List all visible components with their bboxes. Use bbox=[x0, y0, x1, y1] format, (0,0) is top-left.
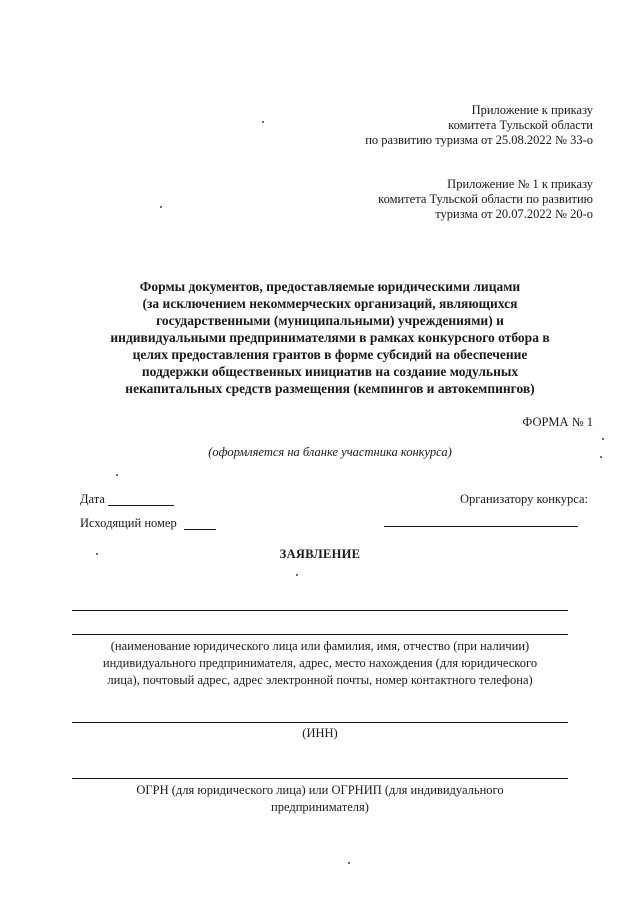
document-title-line: государственными (муниципальными) учреждениями) и bbox=[156, 313, 504, 328]
applicant-caption-line: лица), почтовый адрес, адрес электронной почты, номер контактного телефона) bbox=[107, 673, 533, 687]
outgoing-number-label: Исходящий номер bbox=[80, 516, 177, 530]
inn-caption: (ИНН) bbox=[302, 726, 338, 740]
scan-speck bbox=[600, 456, 602, 458]
scan-speck bbox=[160, 206, 162, 208]
organizer-name-field-line[interactable] bbox=[384, 526, 578, 527]
ogrn-caption-line: ОГРН (для юридического лица) или ОГРНИП (для индивидуального bbox=[136, 783, 504, 797]
blank-note: (оформляется на бланке участника конкурса) bbox=[208, 445, 452, 459]
document-title-line: некапитальных средств размещения (кемпингов и автокемпингов) bbox=[125, 381, 535, 396]
scan-speck bbox=[348, 862, 350, 864]
applicant-caption-line: (наименование юридического лица или фамилия, имя, отчество (при наличии) bbox=[110, 639, 530, 653]
applicant-field-line[interactable] bbox=[72, 610, 568, 611]
appendix-header-original-line: комитета Тульской области по развитию bbox=[378, 192, 593, 206]
ogrn-caption bbox=[80, 782, 560, 816]
document-title-line: Формы документов, предоставляемые юридическими лицами bbox=[139, 279, 521, 294]
applicant-caption-line: индивидуального предпринимателя, адрес, место нахождения (для юридического bbox=[102, 656, 538, 670]
statement-title: ЗАЯВЛЕНИЕ bbox=[279, 547, 361, 561]
date-label: Дата bbox=[80, 492, 105, 506]
inn-field-line[interactable] bbox=[72, 722, 568, 723]
appendix-header-current-line: Приложение к приказу bbox=[471, 103, 593, 117]
appendix-header-current bbox=[273, 103, 593, 148]
form-number: ФОРМА № 1 bbox=[522, 415, 593, 429]
ogrn-field-line[interactable] bbox=[72, 778, 568, 779]
document-title-line: индивидуальными предпринимателями в рамках конкурсного отбора в bbox=[110, 330, 550, 345]
applicant-field-line[interactable] bbox=[72, 634, 568, 635]
document-title bbox=[60, 278, 600, 397]
scan-speck bbox=[116, 474, 118, 476]
ogrn-caption-line: предпринимателя) bbox=[271, 800, 369, 814]
appendix-header-original bbox=[273, 177, 593, 222]
document-title-line: (за исключением некоммерческих организаций, являющихся bbox=[142, 296, 518, 311]
appendix-header-current-line: комитета Тульской области bbox=[448, 118, 593, 132]
date-field-line[interactable] bbox=[108, 505, 174, 506]
outgoing-number-field-line[interactable] bbox=[184, 529, 216, 530]
document-title-line: целях предоставления грантов в форме субсидий на обеспечение bbox=[132, 347, 528, 362]
appendix-header-original-line: Приложение № 1 к приказу bbox=[447, 177, 593, 191]
appendix-header-current-line: по развитию туризма от 25.08.2022 № 33-о bbox=[365, 133, 593, 147]
scan-speck bbox=[96, 553, 98, 555]
scan-speck bbox=[296, 574, 298, 576]
scan-speck bbox=[262, 121, 264, 123]
applicant-caption bbox=[60, 638, 580, 689]
scan-speck bbox=[602, 438, 604, 440]
appendix-header-original-line: туризма от 20.07.2022 № 20-о bbox=[435, 207, 593, 221]
organizer-label: Организатору конкурса: bbox=[460, 492, 588, 506]
document-title-line: поддержки общественных инициатив на создание модульных bbox=[141, 364, 519, 379]
